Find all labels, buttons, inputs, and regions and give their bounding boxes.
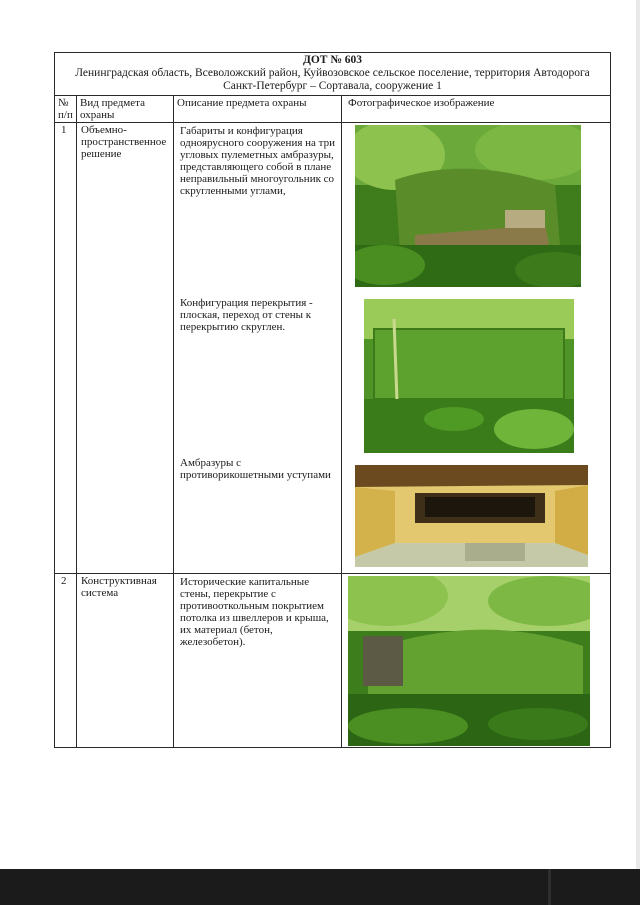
document-title: ДОТ № 603: [302, 54, 363, 66]
description-roof: Конфигурация перекрытия - плоская, переход от стены к перекрытию скруглен.: [180, 297, 313, 333]
row-photos: [342, 123, 611, 574]
table-row: [55, 123, 611, 574]
bunker-overgrown-photo: [355, 125, 581, 287]
object-location: Ленинградская область, Всеволожский район, Куйвозовское сельское поселение, территория Автодорога Санкт-Петербург – Сортавала, сооружение 1: [75, 67, 590, 92]
row-descriptions: [174, 574, 342, 748]
bunker-roof-photo: [364, 299, 574, 453]
column-header-num: № п/п: [55, 96, 77, 123]
description-embrasures: Амбразуры с противорикошетными уступами: [180, 457, 331, 481]
page-edge: [636, 0, 640, 870]
heritage-table: [54, 52, 611, 748]
description-dimensions: Габариты и конфигурация одноярусного сооружения на три угловых пулеметных амбразуры, представляющего собой в плане неправильный многоугольник со скругленными углами,: [180, 125, 335, 197]
table-title-cell: [55, 53, 611, 96]
table-row: [55, 574, 611, 748]
row-photos: [342, 574, 611, 748]
table-title-row: [55, 53, 611, 96]
column-header-desc: Описание предмета охраны: [174, 96, 342, 123]
row-number: 1: [55, 123, 77, 574]
row-number: 2: [55, 574, 77, 748]
row-type: Объемно-пространственное решение: [77, 123, 174, 574]
column-header-photo: Фотографическое изображение: [342, 96, 611, 123]
description-structure: Исторические капитальные стены, перекрытие с противооткольным покрытием потолка из швеллеров и крыша, их материал (бетон, железобетон).: [180, 576, 329, 648]
bunker-structure-photo: [348, 576, 590, 746]
column-header-type: Вид предмета охраны: [77, 96, 174, 123]
table-header-row: [55, 96, 611, 123]
embrasure-interior-photo: [355, 465, 588, 567]
row-type: Конструктивная система: [77, 574, 174, 748]
scanner-edge-gap: [548, 869, 551, 905]
scanner-edge-band: [0, 869, 640, 905]
row-descriptions: [174, 123, 342, 574]
